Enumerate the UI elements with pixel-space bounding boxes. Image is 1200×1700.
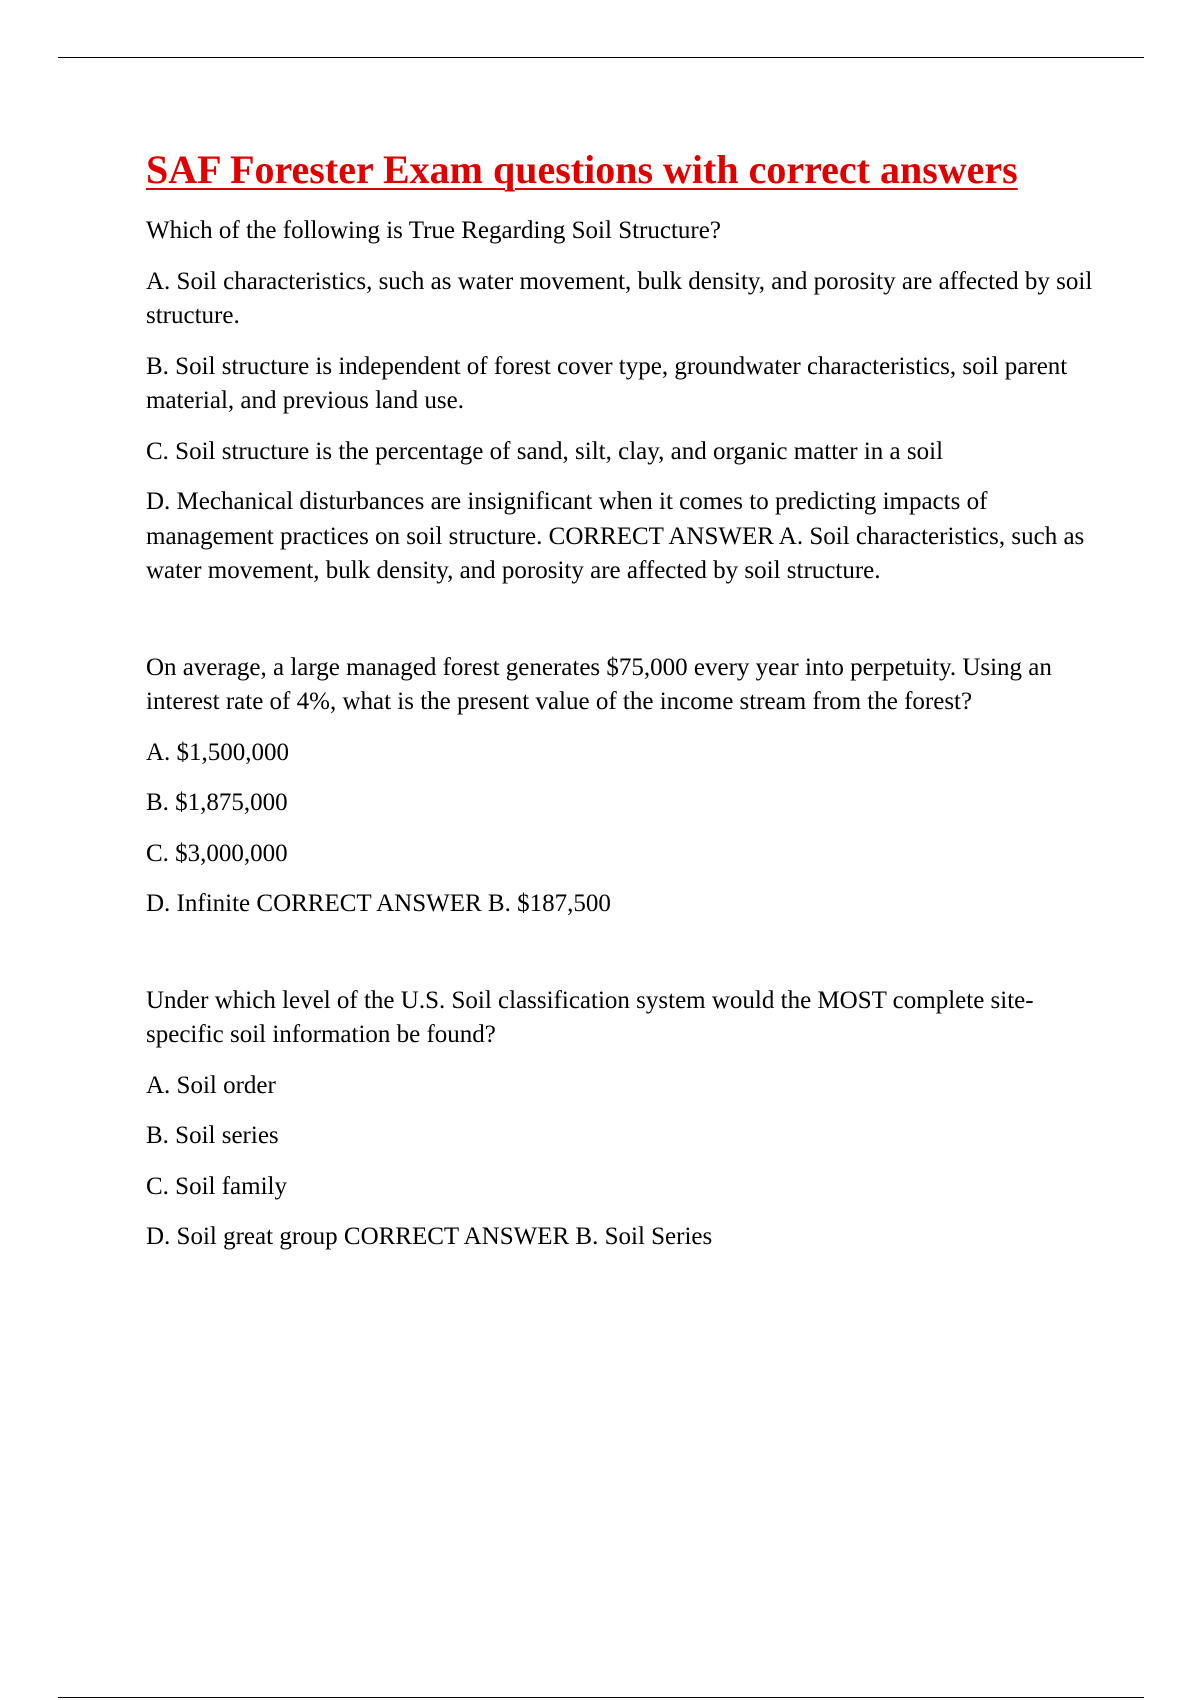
answer-option-d: D. Mechanical disturbances are insignificant when it comes to predicting impacts of management practices on soil structure.	[146, 488, 988, 550]
answer-option-b: B. $1,875,000	[146, 789, 288, 816]
answer-option-a: A. Soil characteristics, such as water movement, bulk density, and porosity are affected by soil structure.	[146, 267, 1093, 329]
answer-option-d: D. Infinite	[146, 890, 251, 917]
correct-answer-label: CORRECT ANSWER	[343, 1223, 570, 1250]
answer-option-d-with-correct-answer	[146, 1220, 1098, 1255]
correct-answer: B. $187,500	[487, 890, 611, 917]
document-body	[146, 142, 1098, 1255]
header-rule	[58, 57, 1144, 58]
answer-option-c: C. Soil family	[146, 1172, 287, 1200]
answer-option-b: B. Soil series	[146, 1122, 279, 1149]
question-2	[146, 651, 1098, 922]
answer-option-d-with-correct-answer	[146, 485, 1098, 589]
correct-answer: B. Soil Series	[575, 1223, 713, 1250]
question-1	[146, 214, 1098, 589]
question-prompt: On average, a large managed forest generates $75,000 every year into perpetuity. Using an interest rate of 4%, what is the present value of the income stream from the forest?	[146, 653, 1052, 715]
answer-option-a: A. Soil order	[146, 1071, 276, 1099]
correct-answer-label: CORRECT ANSWER	[256, 890, 482, 917]
answer-option-c: C. $3,000,000	[146, 839, 288, 867]
answer-option-a: A. $1,500,000	[146, 738, 290, 766]
answer-option-d-with-correct-answer	[146, 887, 1098, 922]
question-prompt: Under which level of the U.S. Soil classification system would the MOST complete site-specific soil information be found?	[146, 986, 1034, 1048]
question-prompt: Which of the following is True Regarding Soil Structure?	[146, 217, 721, 244]
answer-option-b: B. Soil structure is independent of forest cover type, groundwater characteristics, soil parent material, and previous land use.	[146, 352, 1068, 414]
question-3	[146, 984, 1098, 1255]
answer-option-d: D. Soil great group	[146, 1223, 338, 1250]
correct-answer-label: CORRECT ANSWER	[548, 522, 774, 550]
document-title: SAF Forester Exam questions with correct answers	[146, 147, 1018, 192]
answer-option-c: C. Soil structure is the percentage of sand, silt, clay, and organic matter in a soil	[146, 437, 944, 465]
correct-answer: A. Soil characteristics, such as water movement, bulk density, and porosity are affected by soil structure.	[146, 522, 1085, 584]
footer-rule	[58, 1697, 1144, 1698]
